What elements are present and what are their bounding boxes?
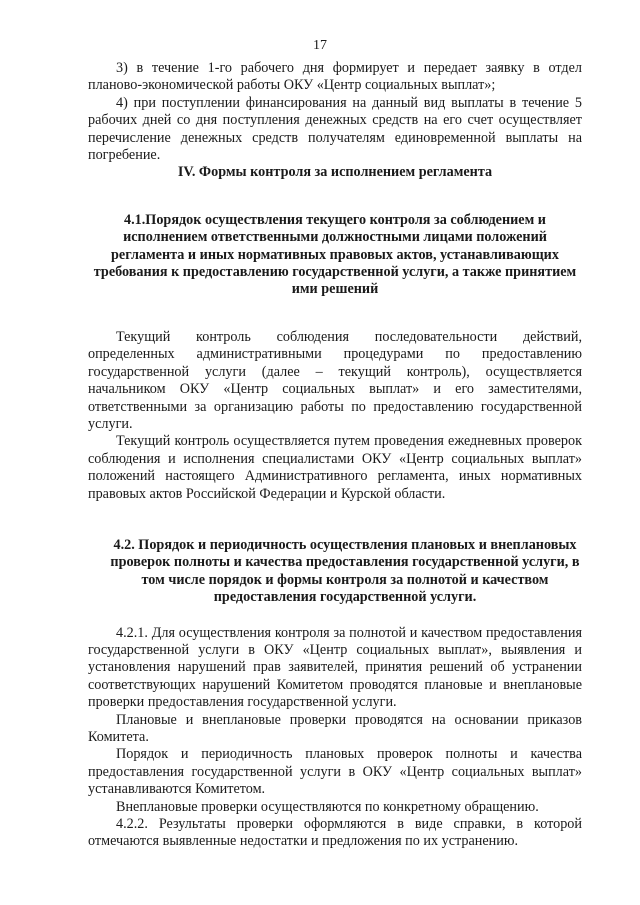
inspection-order-paragraph: Порядок и периодичность плановых проверок полноты и качества предоставления государственной услуги в ОКУ «Центр социальных выплат» устанавливаются Комитетом. — [88, 746, 582, 798]
planned-inspections-paragraph: Плановые и внеплановые проверки проводятся на основании приказов Комитета. — [88, 711, 582, 745]
paragraph-4-2-1: 4.2.1. Для осуществления контроля за полнотой и качеством предоставления государственной услуги в ОКУ «Центр социальных выплат», выявления и установления нарушений прав заявителей, принятия решений об устранении соответствующих нарушений Комитетом проводятся плановые и внеплановые проверки предоставления государственной услуги. — [88, 624, 582, 711]
item-3-paragraph: 3) в течение 1-го рабочего дня формирует и передает заявку в отдел планово-экономической работы ОКУ «Центр социальных выплат»; — [88, 60, 582, 94]
unplanned-inspections-paragraph: Внеплановые проверки осуществляются по конкретному обращению. — [116, 798, 539, 815]
section-4-heading: IV. Формы контроля за исполнением регламента — [177, 164, 493, 181]
item-4-paragraph: 4) при поступлении финансирования на данный вид выплаты в течение 5 рабочих дней со дня поступления денежных средств на его счет осуществляет перечисление денежных средств получателям единовременной выплаты на погребение. — [88, 94, 582, 164]
document-body — [88, 60, 582, 851]
section-4-1-heading: 4.1.Порядок осуществления текущего контроля за соблюдением и исполнением ответственными должностными лицами положений регламента и иных нормативных правовых актов, устанавливающих требования к предоставлению государственной услуги, а также принятием ими решений — [93, 211, 577, 298]
paragraph-4-2-2: 4.2.2. Результаты проверки оформляются в виде справки, в которой отмечаются выявленные недостатки и предложения по их устранению. — [88, 816, 582, 850]
page-number: 17 — [313, 38, 327, 53]
section-4-2-heading: 4.2. Порядок и периодичность осуществления плановых и внеплановых проверок полноты и качества предоставления государственной услуги, в том числе порядок и формы контроля за полнотой и качеством предоставления государственной услуги. — [110, 536, 580, 606]
current-control-paragraph: Текущий контроль соблюдения последовательности действий, определенных административными процедурами по предоставлению государственной услуги (далее – текущий контроль), осуществляется начальником ОКУ «Центр социальных выплат» и его заместителями, ответственными за организацию работы по предоставлению государственной услуги. — [88, 328, 582, 432]
current-control-method-paragraph: Текущий контроль осуществляется путем проведения ежедневных проверок соблюдения и исполнения специалистами ОКУ «Центр социальных выплат» положений настоящего Административного регламента, иных нормативных правовых актов Российской Федерации и Курской области. — [88, 433, 582, 502]
